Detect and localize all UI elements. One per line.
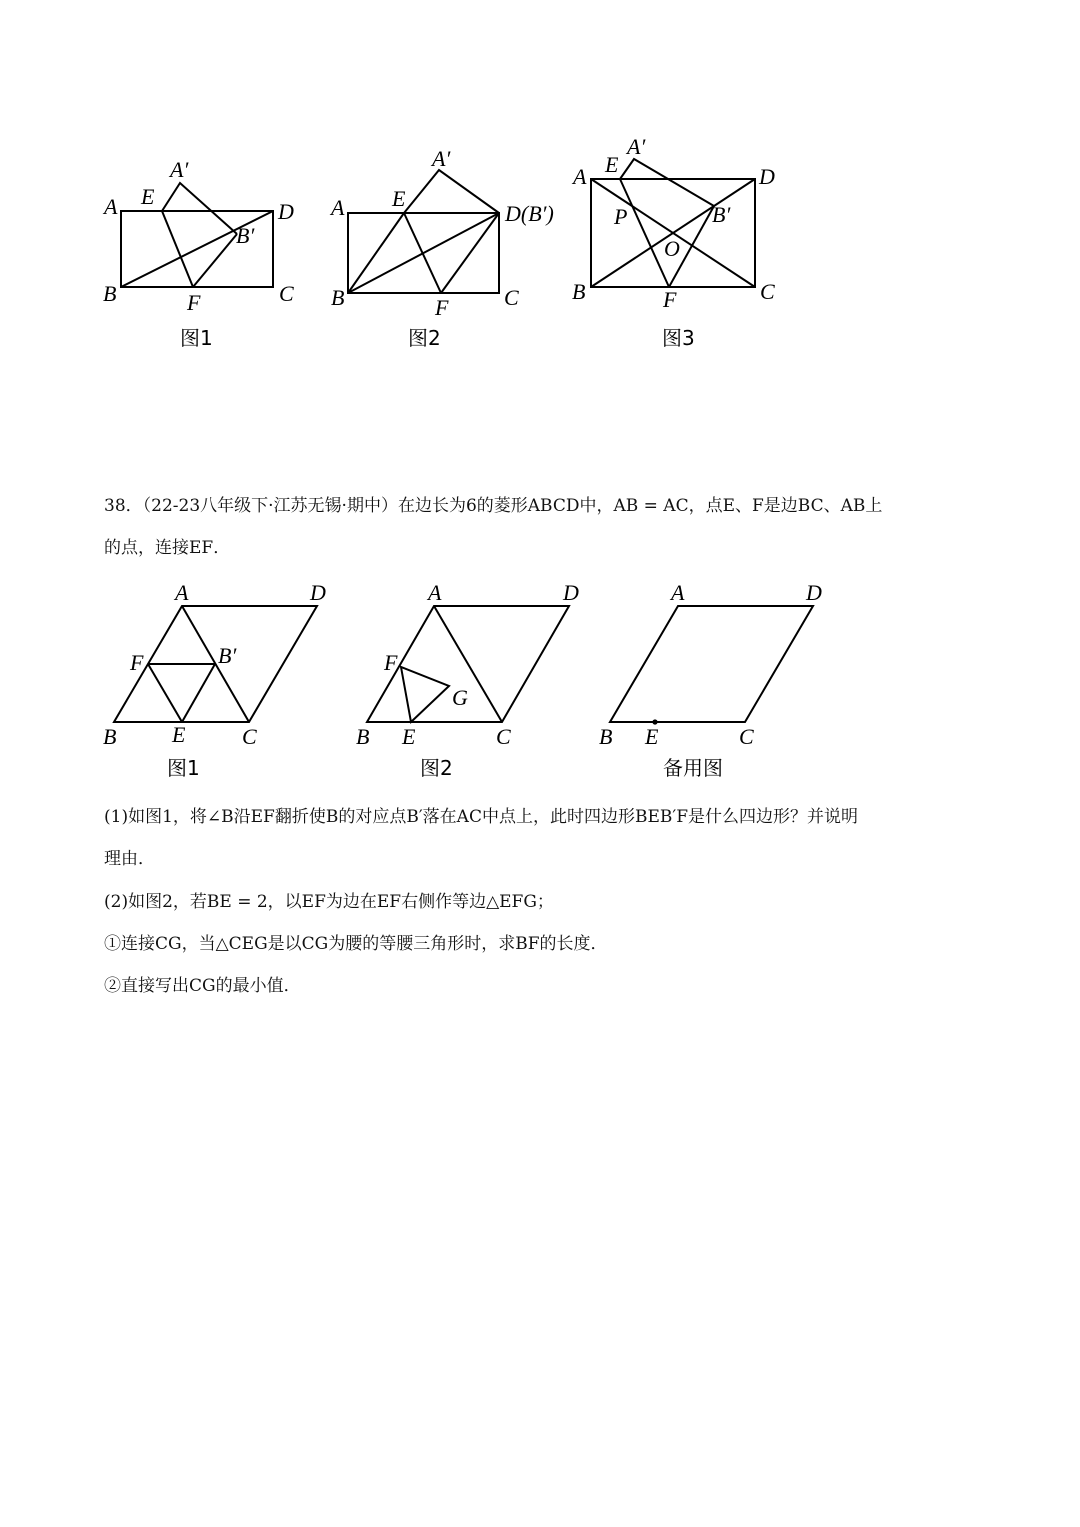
diagonal-ac [434,606,502,722]
label-a: A [428,580,442,605]
label-a: A [175,580,189,605]
label-a: A [573,164,587,189]
segment-eb [348,213,404,293]
label-p: P [614,204,628,229]
label-g: G [452,685,468,710]
label-b-prime: B′ [236,223,255,248]
bottom-figure-2 [356,580,579,780]
label-b: B [356,724,370,749]
label-f: F [130,650,144,675]
label-d-bprime: D(B′) [505,201,554,226]
triangle-efg [401,667,449,722]
fold-line-ef [620,179,669,287]
part1-line2: 理由． [104,849,155,869]
folded-edge [162,183,237,234]
fold-line-ef [162,211,193,287]
problem-statement-line1: 38．（22-23八年级下·江苏无锡·期中）在边长为6的菱形ABCD中，AB = AC，点E、F是边BC、AB上 [104,496,883,516]
label-c: C [739,724,754,749]
label-f: F [663,287,677,312]
caption-fig1: 图1 [180,326,213,350]
label-b: B [331,285,345,310]
label-d: D [278,199,294,224]
bottom-figure-1 [103,580,326,780]
label-c: C [496,724,511,749]
label-d: D [563,580,579,605]
part2-statement: (2)如图2，若BE = 2，以EF为边在EF右侧作等边△EFG； [104,892,554,912]
top-figure-1 [102,157,294,350]
label-b: B [103,724,117,749]
label-a-prime: A′ [627,134,646,159]
label-d: D [806,580,822,605]
top-figure-2 [329,146,554,350]
top-figure-3 [571,134,775,350]
part2-question2: ②直接写出CG的最小值． [104,976,301,996]
label-e: E [172,722,186,747]
label-e: E [605,152,619,177]
label-f: F [435,295,449,320]
part2-question1: ①连接CG，当△CEG是以CG为腰的等腰三角形时，求BF的长度． [104,934,608,954]
caption-fig1: 图1 [167,756,200,780]
label-a: A [331,195,345,220]
label-o: O [664,236,680,261]
label-a: A [104,194,118,219]
label-a-prime: A′ [170,157,189,182]
segment-bpe [182,664,215,722]
segment-fd [441,213,499,293]
label-e: E [141,184,155,209]
label-b-prime: B′ [218,643,237,668]
label-c: C [279,281,294,306]
caption-fig3: 图3 [662,326,695,350]
folded-edge [620,159,714,206]
fold-line-ef [404,213,441,293]
rhombus-abcd [610,606,813,722]
label-b: B [599,724,613,749]
segment-bpf [193,234,237,287]
label-d: D [759,164,775,189]
label-f: F [187,290,201,315]
bottom-figure-spare [599,580,822,780]
label-c: C [760,279,775,304]
label-c: C [504,285,519,310]
label-a-prime: A′ [432,146,451,171]
segment-fe [148,664,182,722]
label-c: C [242,724,257,749]
problem-statement-line2: 的点，连接EF． [104,538,231,558]
label-f: F [384,650,398,675]
label-b-prime: B′ [712,202,731,227]
caption-fig2: 图2 [408,326,441,350]
folded-edge [404,170,499,213]
part1-line1: (1)如图1，将∠B沿EF翻折使B的对应点B′落在AC中点上，此时四边形BEB′F是什么四边形？并说明 [104,807,859,827]
label-d: D [310,580,326,605]
label-a: A [671,580,685,605]
label-e: E [392,186,406,211]
label-b: B [572,279,586,304]
caption-spare: 备用图 [663,756,723,780]
label-e: E [645,724,659,749]
label-b: B [103,281,117,306]
caption-fig2: 图2 [420,756,453,780]
label-e: E [402,724,416,749]
